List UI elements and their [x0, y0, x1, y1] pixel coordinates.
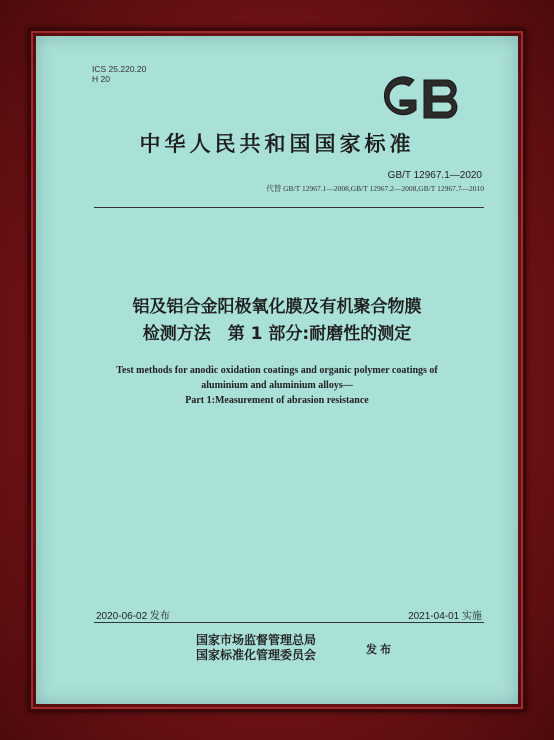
issuing-authorities — [196, 633, 316, 663]
classification-codes — [92, 64, 146, 84]
ccs-code: H 20 — [92, 74, 110, 84]
issue-label: 发布 — [366, 643, 394, 656]
national-standard-heading: 中华人民共和国国家标准 — [139, 132, 415, 156]
gb-logo-icon — [376, 72, 468, 126]
implementation-date: 2021-04-01 实施 — [408, 611, 482, 622]
replaces-note: 代替 GB/T 12967.1—2008,GB/T 12967.2—2008,GB/T 12967.7—2010 — [266, 184, 484, 193]
issue-date: 2020-06-02 发布 — [96, 611, 170, 622]
bottom-divider — [94, 622, 484, 623]
english-title-line3: Part 1:Measurement of abrasion resistance — [185, 395, 369, 406]
chinese-title-line2: 检测方法 第 1 部分:耐磨性的测定 — [142, 324, 412, 344]
chinese-title-line1: 铝及铝合金阳极氧化膜及有机聚合物膜 — [132, 297, 422, 317]
top-divider — [94, 207, 484, 208]
chinese-title — [36, 294, 518, 348]
english-title — [36, 363, 518, 408]
standard-cover-page — [36, 36, 518, 704]
issuer-line1: 国家市场监督管理总局 — [196, 633, 317, 647]
issuer-line2: 国家标准化管理委员会 — [196, 648, 317, 662]
english-title-line1: Test methods for anodic oxidation coatings and organic polymer coatings of — [116, 365, 438, 376]
english-title-line2: aluminium and aluminium alloys— — [201, 380, 353, 391]
standard-number: GB/T 12967.1—2020 — [387, 170, 482, 181]
ics-code: ICS 25.220.20 — [92, 64, 147, 74]
